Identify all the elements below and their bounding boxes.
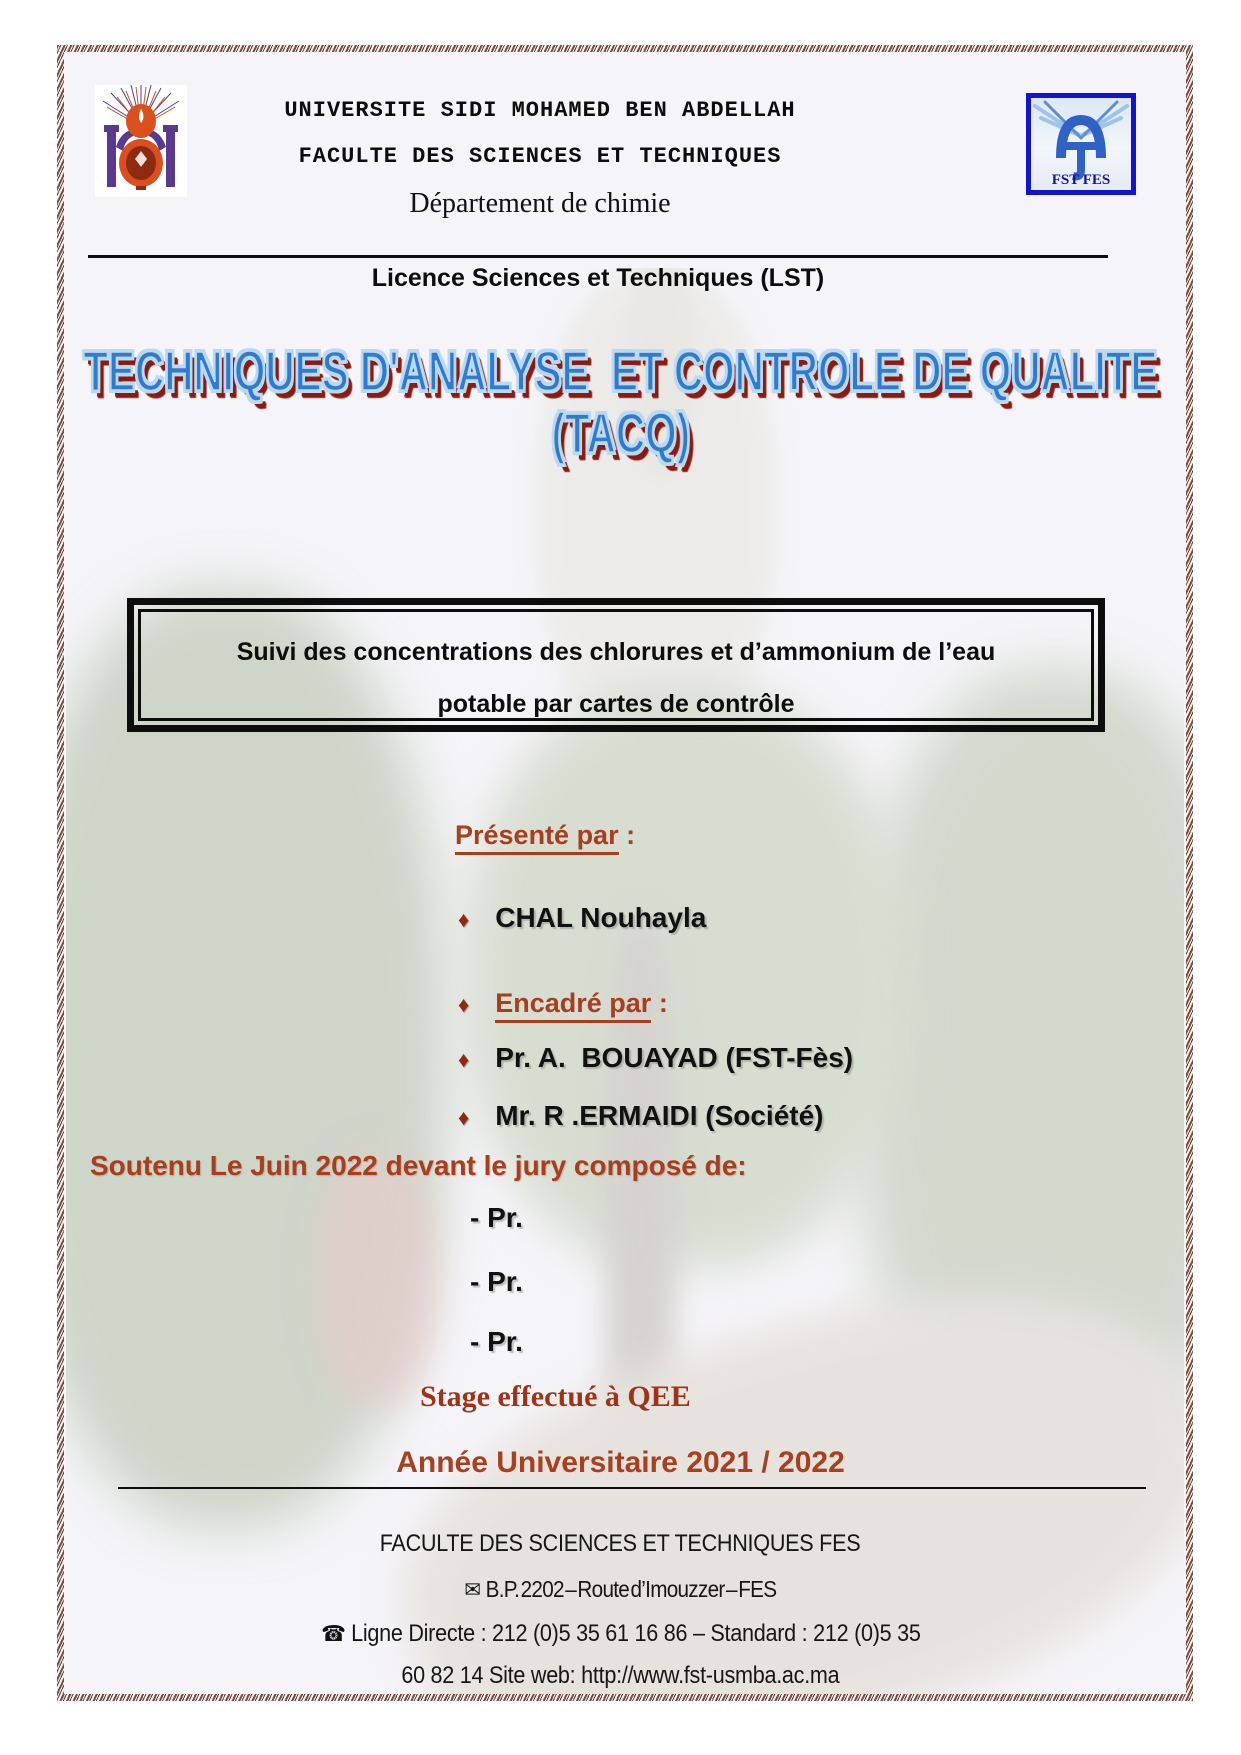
footer-faculty-text: FACULTE DES SCIENCES ET TECHNIQUES FES	[380, 1530, 861, 1557]
jury-member-1: - Pr.	[470, 1202, 523, 1233]
jury-member-3: - Pr.	[470, 1326, 523, 1357]
academic-year	[0, 1446, 1241, 1480]
footer-web-text: 60 82 14 Site web: http://www.fst-usmba.ac.ma	[401, 1662, 840, 1689]
header-divider-line	[88, 255, 1108, 258]
supervised-by-label-text: Encadré par	[495, 988, 651, 1023]
department-text: Département de chimie	[409, 188, 671, 219]
fst-fes-logo-graphic	[1031, 98, 1131, 190]
header-faculty-name	[190, 144, 890, 169]
footer-address-line	[0, 1576, 1241, 1603]
supervised-by-colon: :	[651, 988, 668, 1018]
university-emblem-graphic	[95, 85, 187, 197]
subject-title-inner-border	[138, 609, 1094, 721]
jury-member-2: - Pr.	[470, 1266, 523, 1297]
footer-faculty-line	[0, 1530, 1241, 1558]
diamond-bullet-icon: ♦	[458, 1105, 470, 1130]
footer-web-line	[0, 1662, 1241, 1690]
internship-text: Stage effectué à QEE	[420, 1380, 691, 1413]
university-emblem-logo	[95, 85, 187, 197]
fst-fes-logo-text: FST FES	[1051, 172, 1111, 188]
main-title-line1-text: TECHNIQUES D'ANALYSE ET CONTROLE DE QUALITE	[83, 339, 1158, 403]
student-name-text: CHAL Nouhayla	[495, 902, 707, 933]
faculty-name-text: FACULTE DES SCIENCES ET TECHNIQUES	[298, 144, 782, 169]
academic-year-text: Année Universitaire 2021 / 2022	[396, 1446, 845, 1479]
header-department	[190, 188, 890, 220]
supervisor2-row	[458, 1100, 824, 1132]
presented-by-colon: :	[618, 820, 636, 850]
main-title-line2	[0, 400, 1241, 465]
fst-fes-logo	[1026, 93, 1136, 195]
subject-title-line1: Suivi des concentrations des chlorures et d’ammonium de l’eau	[236, 638, 996, 666]
university-name-text: UNIVERSITE SIDI MOHAMED BEN ABDELLAH	[284, 98, 796, 123]
subject-title-line2: potable par cartes de contrôle	[437, 690, 795, 718]
background-photo-watermark	[66, 268, 1184, 1694]
supervisor1-text: Pr. A. BOUAYAD (FST-Fès)	[495, 1042, 854, 1073]
diamond-bullet-icon: ♦	[458, 992, 470, 1017]
jury-intro-text: Soutenu Le Juin 2022 devant le jury composé de:	[90, 1150, 747, 1181]
header-university-name	[190, 98, 890, 123]
program-title	[88, 264, 1108, 293]
student-name-row	[458, 902, 706, 934]
footer-divider-line	[118, 1487, 1146, 1489]
diamond-bullet-icon: ♦	[458, 1047, 470, 1072]
supervised-by-row	[458, 988, 668, 1019]
program-title-text: Licence Sciences et Techniques (LST)	[371, 264, 825, 292]
supervisor1-row	[458, 1042, 853, 1074]
phone-icon: ☎	[320, 1621, 346, 1646]
envelope-icon: ✉	[464, 1577, 481, 1602]
diamond-bullet-icon: ♦	[458, 907, 470, 932]
footer-address-text: B.P. 2202 – Route d’Imouzzer – FES	[485, 1576, 777, 1602]
footer-phone-text: Ligne Directe : 212 (0)5 35 61 16 86 – Standard : 212 (0)5 35	[350, 1620, 921, 1647]
supervisor2-text: Mr. R .ERMAIDI (Société)	[495, 1100, 824, 1131]
main-title-line1	[0, 338, 1241, 403]
presented-by-label	[455, 820, 635, 851]
main-title-line2-text: (TACQ)	[551, 401, 690, 465]
footer-phone-line	[0, 1620, 1241, 1648]
presented-by-label-text: Présenté par	[455, 820, 619, 855]
subject-title-box	[127, 598, 1105, 732]
